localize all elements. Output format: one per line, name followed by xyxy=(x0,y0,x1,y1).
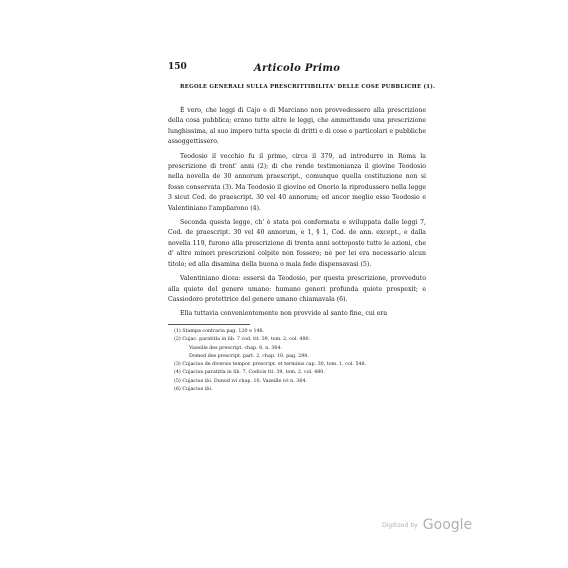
paragraph: Seconda questa legge, ch' è stata poi confermata e sviluppata dalle leggi 7, Cod. de praescript. 30 vel 40 annorum, e 1, § 1, Cod. de ann. except., e dalla novella 119, furono alla prescrizione di trenta anni sottoposte tutte le azioni, che d' altre minori prescrizioni colpite non fossero; nè per lei era necessario alcun titolo; ed alla disamina della buona o mala fede dispensavasi (5). xyxy=(168,219,426,268)
page-number: 150 xyxy=(168,62,187,72)
section-title: Articolo Primo xyxy=(254,63,341,74)
footnote: (6) Cujacius ibi. xyxy=(174,387,213,393)
watermark-prefix: Digitized by xyxy=(382,522,418,529)
watermark-brand: Google xyxy=(422,517,473,533)
footnote: Domod des prescript. part. 2, chap. 10, pag. 298. xyxy=(189,353,309,359)
book-page xyxy=(168,62,436,522)
body-text xyxy=(168,106,426,324)
digitized-watermark xyxy=(382,514,472,533)
footnote: (5) Cujacius ibi. Dunod ivi chap. 10. Vazeille ivi n. 364. xyxy=(174,378,307,384)
footnote: (3) Cujacius de diversis tempor. prescript. et terminis cap. 30, tom. 1, col. 548. xyxy=(174,362,367,368)
footnotes xyxy=(174,328,424,394)
paragraph: Ella tuttavia convenientemente non provvide al santo fine, cui era xyxy=(180,310,388,318)
paragraph: È vero, che leggi di Cajo e di Marciano non provvedessero alla prescrizione della cosa pubblica; erano tutte altre le leggi, che ammettendo una prescrizione lunghissima, al suo impero tutta specie di dritti e di cose e particolari e pubbliche assoggettissero. xyxy=(168,107,426,146)
footnote: (4) Cujacius paratitla in lib. 7, Codicis tit. 39, tom. 2, col. 480. xyxy=(174,370,325,376)
paragraph: Valentiniano dicea: essersi da Teodosio, per questa prescrizione, provveduto alla quiete del genere umano: humano generi profunda quiete prospexit; e Cassiodoro protettrice del genere umano chiamavala (6). xyxy=(168,275,426,303)
footnote-divider xyxy=(168,324,250,325)
section-subtitle: REGOLE GENERALI SULLA PRESCRITTIBILITA' DELLE COSE PUBBLICHE (1). xyxy=(180,84,436,90)
footnote: Vazeille des prescript. chap. 8, n. 364. xyxy=(189,345,283,351)
paragraph: Teodosio il vecchio fu il primo, circa il 379, ad introdurre in Roma la prescrizione di trent' anni (2); di che rende testimonianza il giovine Teodosio nella novella de 30 annorum praescript., comunque quella costituzione non si fosse conservata (3). Ma Teodosio il giovine ed Onorio la riprodussero nella legge 3 sicut Cod. de praescript. 30 vel 40 annorum; ed ancor meglio esso Teodosio e Valentiniano l'ampliarono (4). xyxy=(168,152,426,212)
footnote: (2) Cujac. paratitla in lib. 7 cod. tit. 39, tom. 2, col. 480. xyxy=(174,337,311,343)
footnote: (1) Stampa contraria pag. 120 e 148. xyxy=(174,329,265,334)
